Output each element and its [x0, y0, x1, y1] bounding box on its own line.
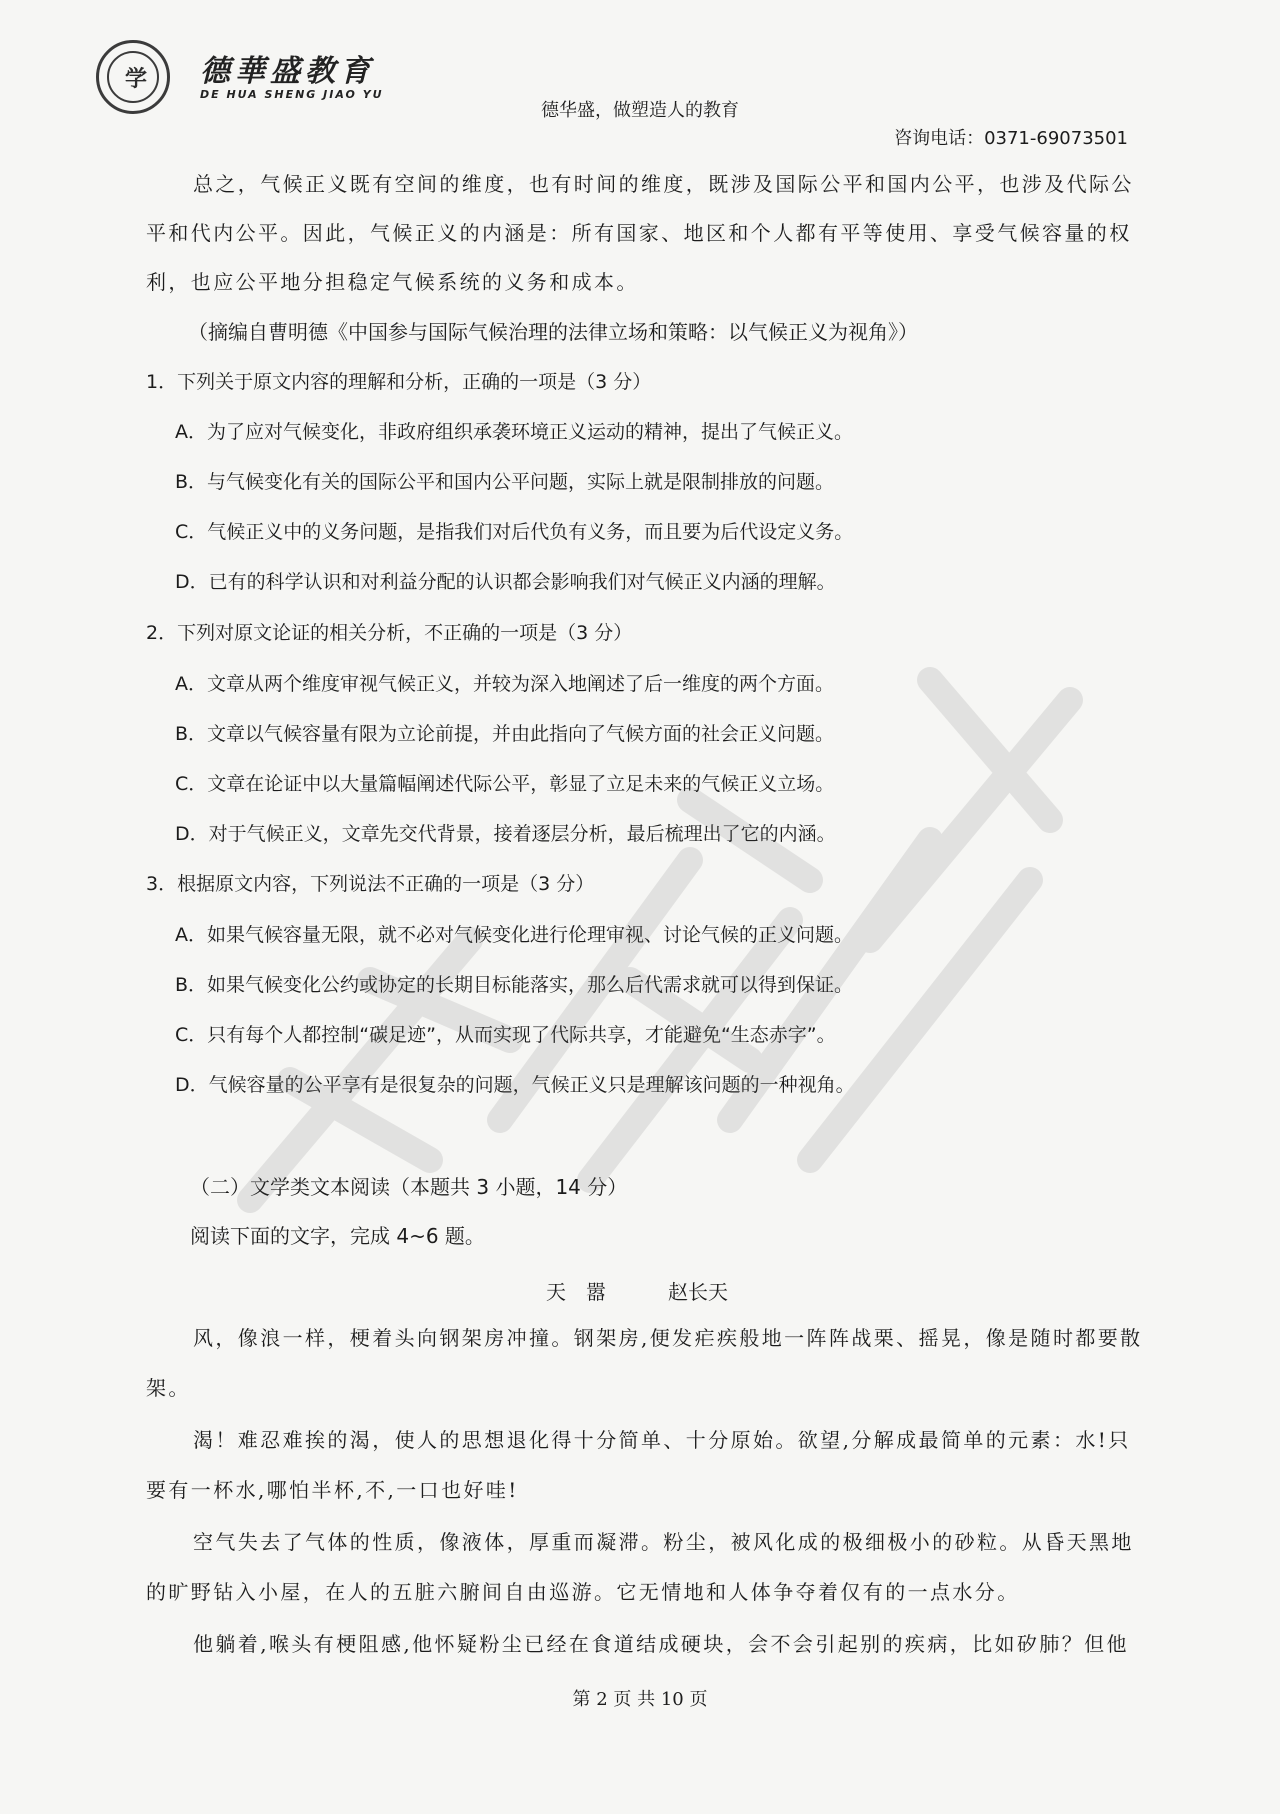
question-option: B．与气候变化有关的国际公平和国内公平问题，实际上就是限制排放的问题。 — [175, 471, 835, 493]
source-citation: （摘编自曹明德《中国参与国际气候治理的法律立场和策略：以气候正义为视角》） — [188, 320, 918, 344]
question-option: C．文章在论证中以大量篇幅阐述代际公平，彰显了立足未来的气候正义立场。 — [175, 773, 835, 795]
story-line: 风，像浪一样，梗着头向钢架房冲撞。钢架房,便发疟疾般地一阵阵战栗、摇晃，像是随时都要散 — [193, 1326, 1143, 1350]
question-stem: 2．下列对原文论证的相关分析，不正确的一项是（3 分） — [146, 622, 633, 644]
story-line: 渴！难忍难挨的渴，使人的思想退化得十分简单、十分原始。欲望,分解成最简单的元素：水!只 — [193, 1428, 1131, 1452]
question-stem: 3．根据原文内容，下列说法不正确的一项是（3 分） — [146, 873, 595, 895]
brand-name-pinyin: DE HUA SHENG JIAO YU — [200, 88, 384, 101]
question-stem: 1．下列关于原文内容的理解和分析，正确的一项是（3 分） — [146, 371, 652, 393]
seal-icon: 学 — [96, 40, 170, 114]
story-author: 赵长天 — [668, 1280, 728, 1304]
story-line: 架。 — [146, 1376, 191, 1400]
brand-name: 德華盛教育 — [200, 54, 375, 89]
question-option: D．气候容量的公平享有是很复杂的问题，气候正义只是理解该问题的一种视角。 — [175, 1074, 855, 1096]
watermark-stamp — [170, 560, 1170, 1260]
reading-instruction: 阅读下面的文字，完成 4~6 题。 — [190, 1224, 485, 1248]
question-option: B．如果气候变化公约或协定的长期目标能落实，那么后代需求就可以得到保证。 — [175, 974, 854, 996]
story-line: 空气失去了气体的性质，像液体，厚重而凝滞。粉尘，被风化成的极细极小的砂粒。从昏天黑地 — [193, 1530, 1134, 1554]
question-option: A．为了应对气候变化，非政府组织承袭环境正义运动的精神，提出了气候正义。 — [175, 421, 853, 443]
paragraph-line: 平和代内公平。因此，气候正义的内涵是：所有国家、地区和个人都有平等使用、享受气候容量的权 — [146, 221, 1132, 245]
header-phone: 咨询电话：0371-69073501 — [894, 128, 1128, 149]
question-option: D．对于气候正义，文章先交代背景，接着逐层分析，最后梳理出了它的内涵。 — [175, 823, 836, 845]
story-line: 他躺着,喉头有梗阻感,他怀疑粉尘已经在食道结成硬块，会不会引起别的疾病，比如矽肺？但他 — [193, 1632, 1129, 1656]
header-slogan: 德华盛，做塑造人的教育 — [541, 100, 739, 121]
paragraph-line: 总之，气候正义既有空间的维度，也有时间的维度，既涉及国际公平和国内公平，也涉及代际公 — [193, 172, 1134, 196]
question-option: A．如果气候容量无限，就不必对气候变化进行伦理审视、讨论气候的正义问题。 — [175, 924, 853, 946]
story-title: 天 嚣 — [546, 1280, 606, 1304]
question-option: D．已有的科学认识和对利益分配的认识都会影响我们对气候正义内涵的理解。 — [175, 571, 836, 593]
section-heading: （二）文学类文本阅读（本题共 3 小题，14 分） — [190, 1175, 628, 1199]
question-option: A．文章从两个维度审视气候正义，并较为深入地阐述了后一维度的两个方面。 — [175, 673, 834, 695]
paragraph-line: 利，也应公平地分担稳定气候系统的义务和成本。 — [146, 270, 639, 294]
page-footer: 第 2 页 共 10 页 — [572, 1689, 708, 1710]
question-option: C．只有每个人都控制“碳足迹”，从而实现了代际共享，才能避免“生态赤字”。 — [175, 1024, 836, 1046]
story-line: 要有一杯水,哪怕半杯,不,一口也好哇! — [146, 1478, 519, 1502]
story-line: 的旷野钻入小屋，在人的五脏六腑间自由巡游。它无情地和人体争夺着仅有的一点水分。 — [146, 1580, 1020, 1604]
question-option: B．文章以气候容量有限为立论前提，并由此指向了气候方面的社会正义问题。 — [175, 723, 835, 745]
question-option: C．气候正义中的义务问题，是指我们对后代负有义务，而且要为后代设定义务。 — [175, 521, 854, 543]
